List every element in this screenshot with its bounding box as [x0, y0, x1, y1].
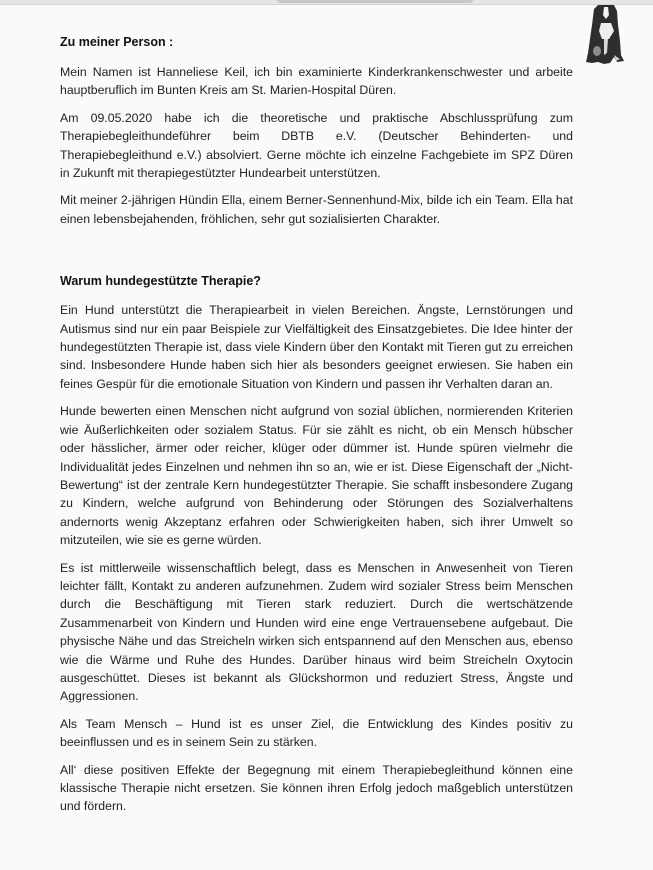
paragraph: All‘ diese positiven Effekte der Begegnung mit einem Therapiebegleithund können eine klassische Therapie nicht ersetzen. Sie können ihren Erfolg jedoch maßgeblich unterstützen und fördern. — [60, 762, 573, 814]
paragraph: Am 09.05.2020 habe ich die theoretische und praktische Abschlussprüfung zum Therapiebegleithundeführer beim DBTB e.V. (Deutscher Behinderten- und Therapiebegleithund e.V.) absolviert. Gerne möchte ich einzelne Fachgebiete im SPZ Düren in Zukunft mit therapiegestützter Hundearbeit unterstützen. — [60, 110, 573, 181]
dog-photo-icon — [584, 5, 624, 67]
paragraph: Es ist mittlerweile wissenschaftlich belegt, dass es Menschen in Anwesenheit von Tieren leichter fällt, Kontakt zu anderen aufzunehmen. Zudem wird sozialer Stress beim Menschen durch die Beschäftigung mit Tieren stark reduziert. Durch die wertschätzende Zusammenarbeit von Kindern und Hunden wird eine enge Vertrauensebene aufgebaut. Die physische Nähe und das Streicheln wirken sich entspannend auf den Menschen aus, ebenso wie die Wärme und Ruhe des Hundes. Darüber hinaus wird beim Streicheln Oxytocin ausgeschüttet. Dieses ist bekannt als Glückshormon und reduziert Stress, Ängste und Aggressionen. — [60, 560, 573, 704]
section-spacer — [60, 237, 573, 272]
document-page — [0, 5, 653, 870]
scrollbar-thumb[interactable] — [277, 0, 473, 3]
section-heading: Zu meiner Person : — [60, 35, 174, 49]
section-heading: Warum hundegestützte Therapie? — [60, 274, 261, 289]
paragraph: Hunde bewerten einen Menschen nicht aufgrund von sozial üblichen, normierenden Kriterien wie Äußerlichkeiten oder sozialem Status. Für sie zählt es nicht, ob ein Mensch hübscher oder hässlicher, ärmer oder reicher, klüger oder dümmer ist. Hunde spüren vielmehr die Individualität jedes Einzelnen und nehmen ihn so an, wie er ist. Diese Eigenschaft der „Nicht-Bewertung“ ist der zentrale Kern hundegestützter Therapie. Sie schafft insbesondere Zugang zu Kindern, welche aufgrund von Behinderung oder Störungen des Sozialverhaltens andernorts wenig Akzeptanz erfahren oder Schwierigkeiten haben, sich ihrer Umwelt so mitzuteilen, wie sie es gerne würden. — [60, 404, 573, 548]
paragraph: Mit meiner 2-jährigen Hündin Ella, einem Berner-Sennenhund-Mix, bilde ich ein Team. Ella hat einen lebensbejahenden, fröhlichen, sehr gut sozialisierten Charakter. — [60, 193, 573, 226]
section-zu-meiner-person — [60, 33, 573, 228]
paragraph: Mein Namen ist Hanneliese Keil, ich bin examinierte Kinderkrankenschwester und arbeite hauptberuflich im Bunten Kreis am St. Marien-Hospital Düren. — [60, 65, 573, 98]
document-content — [60, 33, 573, 825]
paragraph: Als Team Mensch – Hund ist es unser Ziel, die Entwicklung des Kindes positiv zu beeinflussen und es in seinem Sein zu stärken. — [60, 716, 573, 750]
paragraph: Ein Hund unterstützt die Therapiearbeit in vielen Bereichen. Ängste, Lernstörungen und Autismus sind nur ein paar Beispiele zur Vielfältigkeit des Einsatzgebietes. Die Idee hinter der hundegestützten Therapie ist, dass viele Kindern über den Kontakt mit Tieren gut zu erreichen sind. Insbesondere Hunde haben sich hier als besonders geeignet erwiesen. Sie haben ein feines Gespür für die emotionale Situation von Kindern und passen ihr Verhalten daran an. — [60, 303, 573, 391]
section-warum-hundegestuetzte-therapie — [60, 272, 573, 816]
